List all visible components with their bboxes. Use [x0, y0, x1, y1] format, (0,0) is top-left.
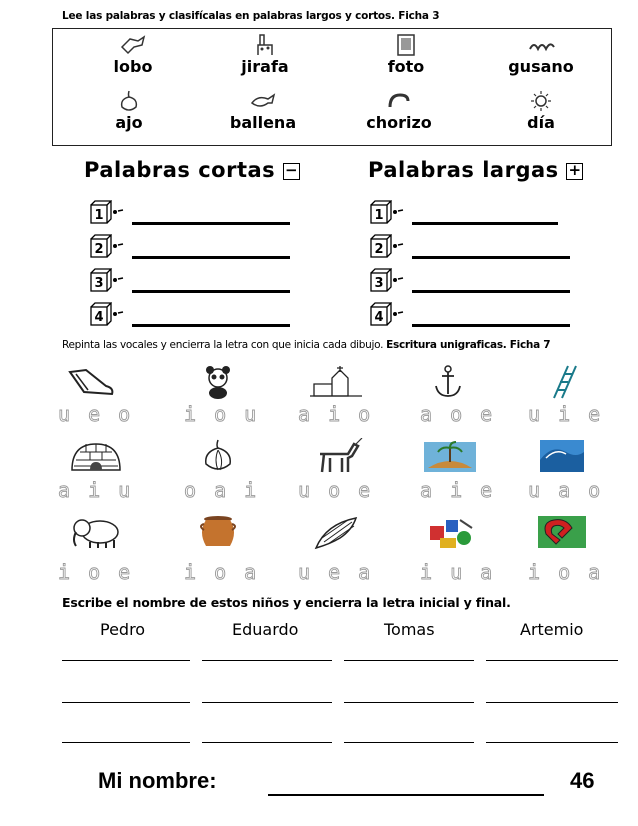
write-line[interactable] — [62, 660, 190, 661]
traceable-vowels[interactable]: u o e — [298, 478, 374, 502]
write-line[interactable] — [62, 742, 190, 743]
pot-icon — [188, 514, 248, 550]
dot-dash — [392, 310, 404, 318]
traceable-vowels[interactable]: a i u — [58, 478, 134, 502]
word-label: ajo — [115, 113, 143, 132]
answer-line[interactable] — [132, 256, 290, 259]
long-words-heading-text: Palabras largas — [368, 158, 559, 182]
worm-icon — [526, 33, 556, 57]
shoe-icon — [62, 364, 122, 400]
answer-line[interactable] — [132, 222, 290, 225]
traceable-vowels[interactable]: a i e — [420, 478, 496, 502]
write-line[interactable] — [344, 660, 474, 661]
short-words-heading-text: Palabras cortas — [84, 158, 276, 182]
number-label: 4 — [374, 310, 384, 325]
traceable-vowels[interactable]: i o u — [184, 402, 260, 426]
instruction-vowels — [62, 339, 550, 351]
number-label: 2 — [94, 242, 104, 257]
number-label: 1 — [374, 208, 384, 223]
word-item — [471, 89, 611, 132]
traceable-vowels[interactable]: u i e — [528, 402, 604, 426]
answer-line[interactable] — [412, 324, 570, 327]
answer-line[interactable] — [412, 290, 570, 293]
number-cube-icon — [90, 200, 112, 224]
number-cube-icon — [370, 302, 392, 326]
my-name-label: Mi nombre: — [98, 768, 217, 793]
page-number: 46 — [570, 768, 595, 793]
dot-dash — [392, 276, 404, 284]
panda-icon — [188, 364, 248, 400]
word-box — [52, 28, 612, 146]
word-label: jirafa — [241, 57, 289, 76]
word-label: gusano — [508, 57, 574, 76]
wolf-icon — [118, 33, 148, 57]
traceable-vowels[interactable]: u a o — [528, 478, 604, 502]
answer-line[interactable] — [412, 222, 558, 225]
dot-dash — [112, 208, 124, 216]
word-label: foto — [387, 57, 425, 76]
number-label: 4 — [94, 310, 104, 325]
plus-sign: + — [568, 160, 582, 179]
write-line[interactable] — [202, 742, 332, 743]
answer-line[interactable] — [412, 256, 570, 259]
word-item — [329, 89, 469, 132]
my-name-line[interactable] — [268, 794, 544, 796]
garlic-icon — [114, 89, 144, 113]
answer-line[interactable] — [132, 324, 290, 327]
traceable-vowels[interactable]: a i o — [298, 402, 374, 426]
anchor-icon — [418, 364, 478, 400]
number-label: 1 — [94, 208, 104, 223]
child-name: Tomas — [384, 620, 435, 639]
sausage-icon — [384, 89, 414, 113]
traceable-vowels[interactable]: a o e — [420, 402, 496, 426]
traceable-vowels[interactable]: u e a — [298, 560, 374, 584]
minus-sign: − — [284, 160, 299, 179]
unicorn-icon — [308, 438, 368, 474]
write-line[interactable] — [62, 702, 190, 703]
dot-dash — [112, 242, 124, 250]
number-label: 3 — [94, 276, 104, 291]
word-label: día — [527, 113, 555, 132]
word-item — [195, 33, 335, 76]
word-item — [63, 33, 203, 76]
word-item — [336, 33, 476, 76]
instruction-vowels-text: Repinta las vocales y encierra la letra con que inicia cada dibujo. — [62, 339, 384, 351]
wave-icon — [532, 438, 592, 474]
long-words-heading — [368, 158, 583, 182]
elephant-icon — [66, 514, 126, 550]
number-cube-icon — [370, 234, 392, 258]
word-label: ballena — [229, 113, 297, 132]
number-cube-icon — [370, 200, 392, 224]
instruction-classify: Lee las palabras y clasifícalas en palabras largos y cortos. Ficha 3 — [62, 10, 440, 22]
word-label: chorizo — [366, 113, 432, 132]
giraffe-icon — [250, 33, 280, 57]
number-cube-icon — [90, 234, 112, 258]
short-words-heading — [84, 158, 300, 182]
child-name: Artemio — [520, 620, 584, 639]
write-line[interactable] — [344, 702, 474, 703]
igloo-icon — [66, 438, 126, 474]
child-name: Pedro — [100, 620, 146, 639]
write-line[interactable] — [486, 742, 618, 743]
dot-dash — [112, 276, 124, 284]
traceable-vowels[interactable]: o a i — [184, 478, 260, 502]
whale-icon — [248, 89, 278, 113]
word-label: lobo — [113, 57, 153, 76]
magnet-icon — [532, 514, 592, 550]
traceable-vowels[interactable]: i o e — [58, 560, 134, 584]
write-line[interactable] — [202, 702, 332, 703]
write-line[interactable] — [344, 742, 474, 743]
traceable-vowels[interactable]: i o a — [184, 560, 260, 584]
ladder-icon — [532, 364, 592, 400]
word-item — [59, 89, 199, 132]
day-icon — [526, 89, 556, 113]
number-cube-icon — [90, 302, 112, 326]
write-line[interactable] — [486, 702, 618, 703]
word-item — [193, 89, 333, 132]
number-label: 3 — [374, 276, 384, 291]
write-line[interactable] — [202, 660, 332, 661]
dot-dash — [392, 208, 404, 216]
traceable-vowels[interactable]: i u a — [420, 560, 496, 584]
photo-icon — [391, 33, 421, 57]
dot-dash — [112, 310, 124, 318]
instruction-names: Escribe el nombre de estos niños y encierra la letra inicial y final. — [62, 595, 511, 610]
number-label: 2 — [374, 242, 384, 257]
word-item — [471, 33, 611, 76]
wing-icon — [308, 514, 368, 550]
traceable-vowels[interactable]: i o a — [528, 560, 604, 584]
church-icon — [306, 364, 366, 400]
number-cube-icon — [90, 268, 112, 292]
dot-dash — [392, 242, 404, 250]
garlic-icon — [188, 438, 248, 474]
toys-icon — [420, 514, 480, 550]
answer-line[interactable] — [132, 290, 290, 293]
write-line[interactable] — [486, 660, 618, 661]
island-icon — [420, 438, 480, 474]
child-name: Eduardo — [232, 620, 299, 639]
number-cube-icon — [370, 268, 392, 292]
traceable-vowels[interactable]: u e o — [58, 402, 134, 426]
section2-subtitle: Escritura unigraficas. Ficha 7 — [386, 339, 551, 351]
